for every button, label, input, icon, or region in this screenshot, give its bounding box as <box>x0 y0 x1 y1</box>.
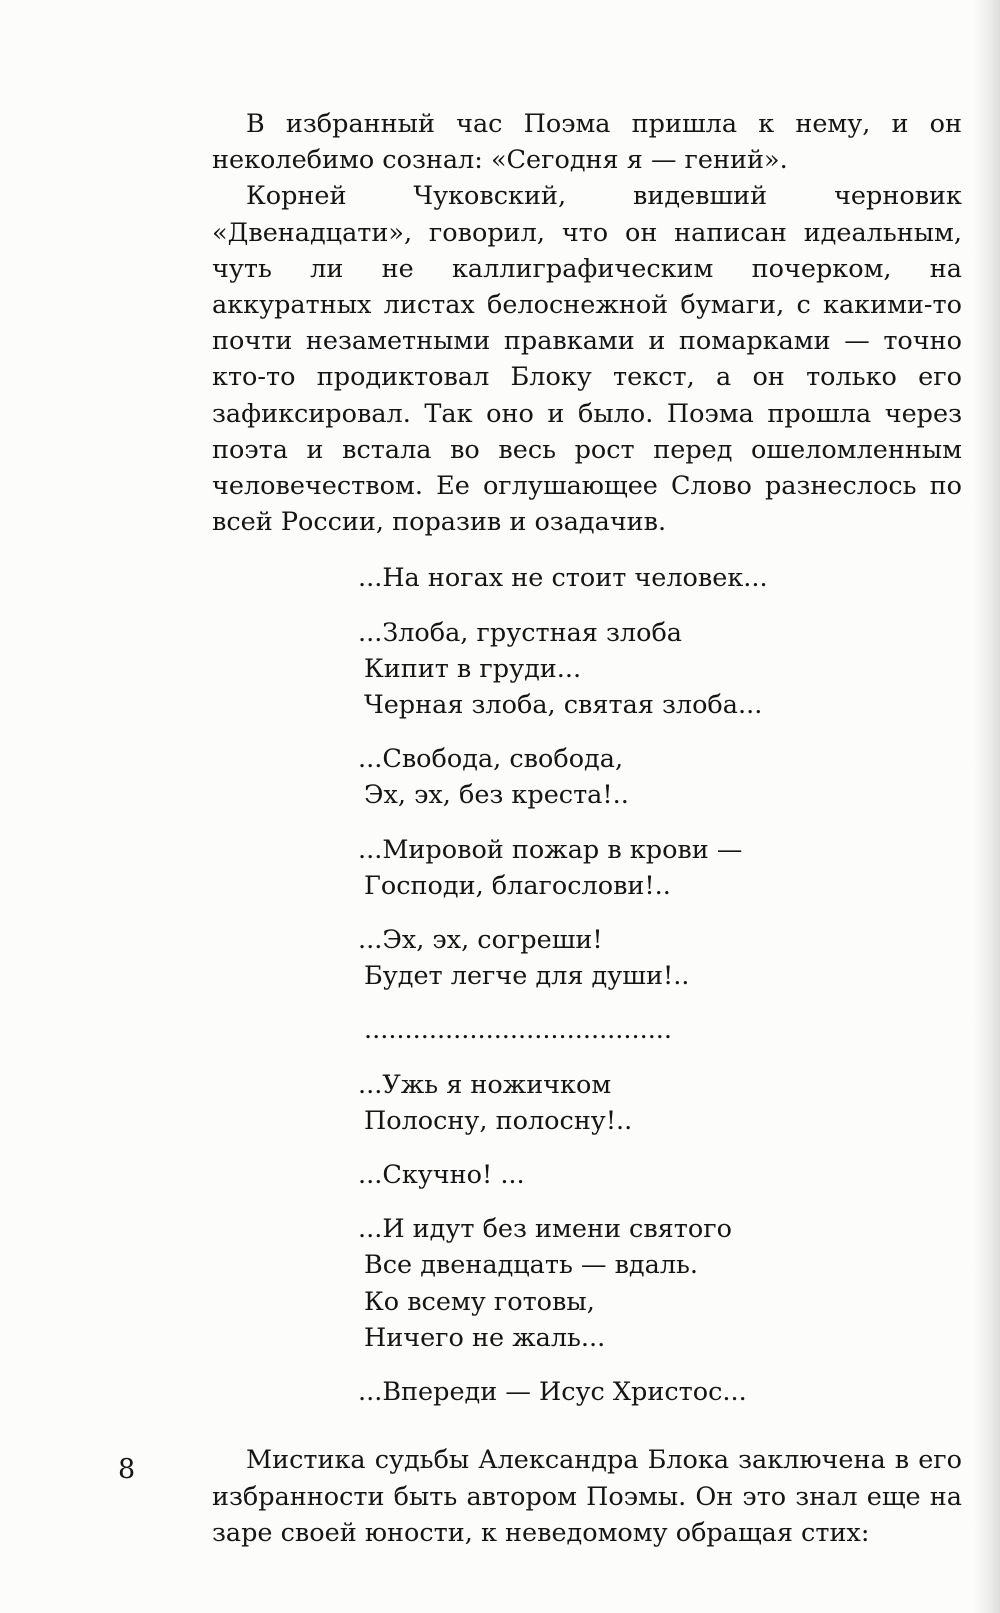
poem-stanza <box>358 832 962 904</box>
poem-stanza <box>358 1374 962 1410</box>
poem-ellipsis-separator <box>364 1012 962 1048</box>
poem-line: ...Ужь я ножичком <box>358 1069 612 1100</box>
poem-line: ...Скучно! ... <box>358 1160 525 1191</box>
page-edge-shadow <box>974 0 1000 1613</box>
poem-stanza <box>358 922 962 994</box>
poem-line: ...Злоба, грустная злоба <box>358 617 683 648</box>
paragraph-chukovsky: Корней Чуковский, видевший черновик «Двенадцати», говорил, что он написан идеальным, чуть ли не каллиграфическим почерком, на аккуратных листах белоснежной бумаги, с какими-то почти незаметными правками и помарками — точно кто-то продиктовал Блоку текст, а он только его зафиксировал. Так оно и было. Поэма прошла через поэта и встала во весь рост перед ошеломленным человечеством. Ее оглушающее Слово разнеслось по всей России, поразив и озадачив. <box>212 181 962 538</box>
poem-line: ...Эх, эх, согреши! <box>358 925 603 956</box>
poem-line: ...Свобода, свобода, <box>358 744 624 775</box>
poem-line: ...Мировой пожар в крови — <box>358 834 743 865</box>
page-number: 8 <box>118 1454 136 1485</box>
poem-line: Ко всему готовы, <box>364 1286 595 1317</box>
poem-stanza <box>358 741 962 813</box>
poem-line: Будет легче для души!.. <box>364 961 690 992</box>
paragraph-intro: В избранный час Поэма пришла к нему, и он неколебимо сознал: «Сегодня я — гений». <box>212 109 962 176</box>
poem-line: Эх, эх, без креста!.. <box>364 780 629 811</box>
poem-stanza <box>358 1211 962 1356</box>
poem-stanza <box>358 1067 962 1139</box>
poem-line: Господи, благослови!.. <box>364 870 671 901</box>
poem-line: ...И идут без имени святого <box>358 1214 732 1245</box>
poem-excerpt <box>212 540 962 1442</box>
poem-stanza <box>358 560 962 596</box>
poem-line: Кипит в груди... <box>364 653 582 684</box>
paragraph-mystic: Мистика судьбы Александра Блока заключена в его избранности быть автором Поэмы. Он это знал еще на заре своей юности, к неведомому обращая стих: <box>212 1445 962 1548</box>
poem-stanza <box>358 1157 962 1193</box>
poem-line: ...Впереди — Исус Христос... <box>358 1377 747 1408</box>
poem-line: Ничего не жаль... <box>364 1322 606 1353</box>
poem-line: Все двенадцать — вдаль. <box>364 1250 699 1281</box>
text-column <box>212 106 962 1551</box>
poem-stanza <box>358 615 962 724</box>
poem-line: ...На ногах не стоит человек... <box>358 563 768 594</box>
poem-line: Полосну, полосну!.. <box>364 1105 633 1136</box>
poem-line: ...................................... <box>364 1015 673 1046</box>
poem-line: Черная злоба, святая злоба... <box>364 690 763 721</box>
